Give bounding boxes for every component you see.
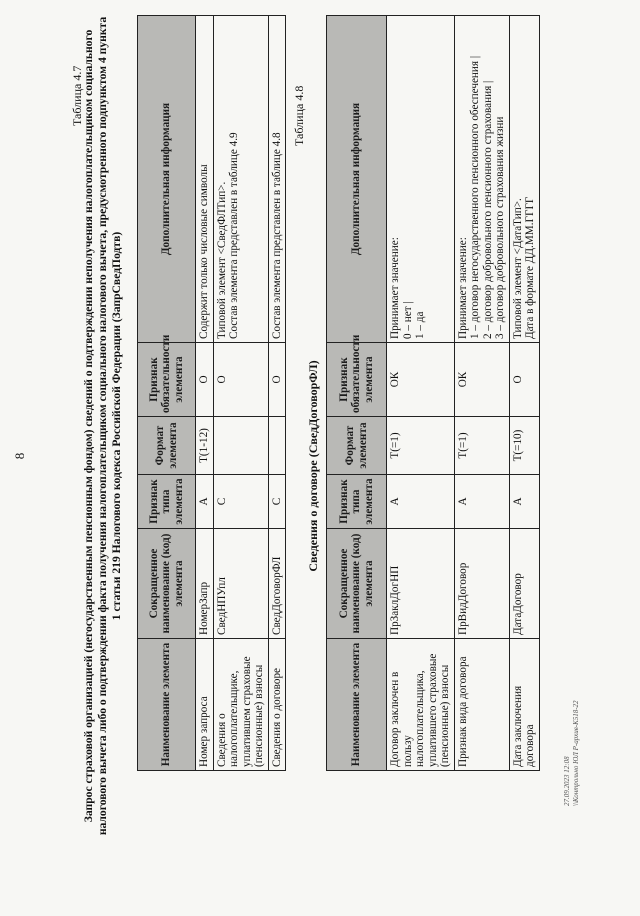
cell-name: Дата заключения договора <box>509 639 539 771</box>
cell-name: Сведения о налогоплательщике, уплатившем страховые (пенсионные) взносы <box>213 639 268 771</box>
table-row <box>196 16 214 771</box>
table-4-7-title: Запрос страховой организацией (негосударственным пенсионным фондом) сведений о подтверждении неполучения налогоплательщиком социального налогового вычета либо о подтверждении факта получения налогоплательщиком социального налогового вычета, предусмотренного подпунктом 4 пункта 1 статьи 219 Налогового кодекса Российской Федерации (ЗапрСведПодтв) <box>82 16 123 836</box>
header-element-code: Сокращенное наименование (код) элемента <box>138 529 196 639</box>
cell-format <box>268 417 286 475</box>
header-element-format: Формат элемента <box>327 417 387 475</box>
cell-required: О <box>509 343 539 417</box>
cell-name: Договор заключен в пользу налогоплательщика, уплатившего страховые (пенсионные) взносы <box>387 639 455 771</box>
table-4-8-label: Таблица 4.8 <box>292 85 306 146</box>
cell-format: T(=1) <box>454 417 509 475</box>
cell-code: ПрВидДоговор <box>454 529 509 639</box>
cell-code: СведНПУпл <box>213 529 268 639</box>
cell-type: А <box>454 475 509 529</box>
cell-type: А <box>509 475 539 529</box>
cell-info: Состав элемента представлен в таблице 4.8 <box>268 16 286 343</box>
header-element-format: Формат элемента <box>138 417 196 475</box>
stamp-path: \\Контрольно ЮЛ Р-архив-К518-22 <box>572 700 580 806</box>
table-header-row <box>327 16 387 771</box>
cell-info: Типовой элемент <ДатаТип>. Дата в формате ДД.ММ.ГГГГ <box>509 16 539 343</box>
cell-format: T(=1) <box>387 417 455 475</box>
table-4-7 <box>137 15 286 771</box>
table-row <box>213 16 268 771</box>
cell-required: О <box>196 343 214 417</box>
cell-type: А <box>387 475 455 529</box>
print-stamp <box>563 700 581 806</box>
cell-required: О <box>213 343 268 417</box>
page-number: 8 <box>12 452 27 460</box>
table-row <box>387 16 455 771</box>
table-row <box>509 16 539 771</box>
header-element-type: Признак типа элемента <box>327 475 387 529</box>
cell-type: С <box>213 475 268 529</box>
cell-format: T(=10) <box>509 417 539 475</box>
cell-code: НомерЗапр <box>196 529 214 639</box>
cell-info: Принимает значение: 1 – договор негосударственного пенсионного обеспечения | 2 – договор добровольного пенсионного страхования | 3 – договор добровольного страхования жизни <box>454 16 509 343</box>
table-row <box>454 16 509 771</box>
cell-code: ДатаДоговор <box>509 529 539 639</box>
cell-format <box>213 417 268 475</box>
header-element-type: Признак типа элемента <box>138 475 196 529</box>
cell-type: А <box>196 475 214 529</box>
table-4-8-caption: Сведения о договоре (СведДоговорФЛ) <box>306 360 320 572</box>
cell-required: ОК <box>454 343 509 417</box>
header-element-code: Сокращенное наименование (код) элемента <box>327 529 387 639</box>
cell-name: Признак вида договора <box>454 639 509 771</box>
header-element-required: Признак обязательности элемента <box>327 343 387 417</box>
header-additional-info: Дополнительная информация <box>138 16 196 343</box>
cell-info: Типовой элемент <СведФЛТип>. Состав элемента представлен в таблице 4.9 <box>213 16 268 343</box>
cell-required: ОК <box>387 343 455 417</box>
cell-name: Сведения о договоре <box>268 639 286 771</box>
table-4-8 <box>326 15 540 771</box>
table-4-7-label: Таблица 4.7 <box>70 65 84 126</box>
table-row <box>268 16 286 771</box>
table-header-row <box>138 16 196 771</box>
cell-format: T(1-12) <box>196 417 214 475</box>
header-additional-info: Дополнительная информация <box>327 16 387 343</box>
cell-code: СведДоговорФЛ <box>268 529 286 639</box>
cell-code: ПрЗаклДогНП <box>387 529 455 639</box>
cell-name: Номер запроса <box>196 639 214 771</box>
header-element-name: Наименование элемента <box>327 639 387 771</box>
cell-info: Содержит только числовые символы <box>196 16 214 343</box>
header-element-required: Признак обязательности элемента <box>138 343 196 417</box>
cell-type: С <box>268 475 286 529</box>
cell-info: Принимает значение: 0 – нет | 1 – да <box>387 16 455 343</box>
header-element-name: Наименование элемента <box>138 639 196 771</box>
stamp-date: 27.09.2023 12:08 <box>563 756 571 806</box>
cell-required: О <box>268 343 286 417</box>
